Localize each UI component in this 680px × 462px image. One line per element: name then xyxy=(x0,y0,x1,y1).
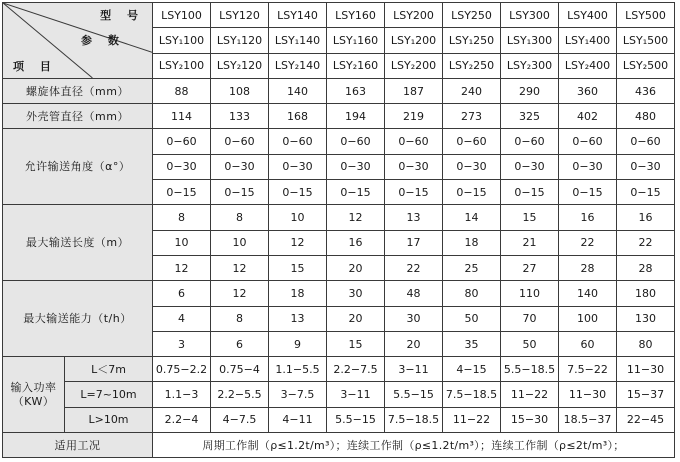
conveying-angle-value: 0−60 xyxy=(501,129,559,154)
model-name: LSY₁100 xyxy=(153,28,211,53)
screw-diameter-value: 163 xyxy=(327,78,385,103)
table-row xyxy=(3,104,675,129)
model-name: LSY500 xyxy=(617,3,675,28)
conveying-angle-value: 0−60 xyxy=(153,129,211,154)
max-capacity-value: 100 xyxy=(559,306,617,331)
max-capacity-value: 6 xyxy=(211,331,269,356)
corner-param-label: 参 数 xyxy=(81,34,125,47)
max-length-value: 22 xyxy=(385,255,443,280)
power-value: 1.1−3 xyxy=(153,382,211,407)
max-capacity-value: 80 xyxy=(443,281,501,306)
power-value: 4−7.5 xyxy=(211,407,269,432)
screw-diameter-value: 140 xyxy=(269,78,327,103)
table-row xyxy=(3,129,675,154)
casing-diameter-value: 325 xyxy=(501,104,559,129)
power-length-range: L>10m xyxy=(65,407,153,432)
power-value: 7.5−22 xyxy=(559,357,617,382)
max-length-value: 8 xyxy=(211,205,269,230)
model-name: LSY₂500 xyxy=(617,53,675,78)
conveying-angle-value: 0−15 xyxy=(617,180,675,205)
power-value: 3−11 xyxy=(327,382,385,407)
max-capacity-value: 4 xyxy=(153,306,211,331)
max-length-value: 13 xyxy=(385,205,443,230)
max-capacity-value: 8 xyxy=(211,306,269,331)
model-name: LSY₂400 xyxy=(559,53,617,78)
casing-diameter-value: 114 xyxy=(153,104,211,129)
max-length-value: 22 xyxy=(617,230,675,255)
max-length-value: 28 xyxy=(559,255,617,280)
max-capacity-value: 12 xyxy=(211,281,269,306)
max-length-value: 15 xyxy=(501,205,559,230)
power-value: 11−30 xyxy=(617,357,675,382)
power-label-line2: （KW） xyxy=(12,395,55,409)
conveying-angle-value: 0−30 xyxy=(385,154,443,179)
max-length-value: 21 xyxy=(501,230,559,255)
max-length-value: 12 xyxy=(327,205,385,230)
power-value: 3−7.5 xyxy=(269,382,327,407)
conveying-angle-value: 0−15 xyxy=(559,180,617,205)
max-capacity-value: 35 xyxy=(443,331,501,356)
corner-item-label: 项 目 xyxy=(13,60,57,73)
conveying-angle-value: 0−60 xyxy=(559,129,617,154)
max-length-value: 12 xyxy=(269,230,327,255)
model-name: LSY₂100 xyxy=(153,53,211,78)
conveying-angle-value: 0−60 xyxy=(211,129,269,154)
conveying-angle-value: 0−15 xyxy=(269,180,327,205)
model-name: LSY160 xyxy=(327,3,385,28)
conveying-angle-value: 0−15 xyxy=(153,180,211,205)
screw-diameter-value: 360 xyxy=(559,78,617,103)
power-label-line1: 输入功率 xyxy=(10,381,57,395)
max-length-value: 10 xyxy=(269,205,327,230)
power-value: 18.5−37 xyxy=(559,407,617,432)
max-capacity-value: 50 xyxy=(443,306,501,331)
model-name: LSY₂200 xyxy=(385,53,443,78)
max-capacity-value: 80 xyxy=(617,331,675,356)
max-length-value: 20 xyxy=(327,255,385,280)
table-row xyxy=(3,78,675,103)
max-capacity-value: 70 xyxy=(501,306,559,331)
model-name: LSY₁140 xyxy=(269,28,327,53)
model-name: LSY140 xyxy=(269,3,327,28)
conveying-angle-value: 0−60 xyxy=(269,129,327,154)
max-capacity-value: 180 xyxy=(617,281,675,306)
power-value: 1.1−5.5 xyxy=(269,357,327,382)
model-name: LSY₂160 xyxy=(327,53,385,78)
max-capacity-value: 13 xyxy=(269,306,327,331)
corner-model-label: 型 号 xyxy=(100,9,144,22)
casing-diameter-value: 194 xyxy=(327,104,385,129)
screw-diameter-label: 螺旋体直径（mm） xyxy=(3,78,153,103)
conveying-angle-label: 允许输送角度（α°） xyxy=(3,129,153,205)
conveying-angle-value: 0−30 xyxy=(211,154,269,179)
model-name: LSY₁160 xyxy=(327,28,385,53)
model-name: LSY₂250 xyxy=(443,53,501,78)
conveying-angle-value: 0−60 xyxy=(385,129,443,154)
max-length-value: 8 xyxy=(153,205,211,230)
casing-diameter-label: 外壳管直径（mm） xyxy=(3,104,153,129)
power-length-range: L＜7m xyxy=(65,357,153,382)
conveying-angle-value: 0−15 xyxy=(385,180,443,205)
model-name: LSY₂140 xyxy=(269,53,327,78)
screw-diameter-value: 187 xyxy=(385,78,443,103)
conveying-angle-value: 0−15 xyxy=(211,180,269,205)
screw-diameter-value: 436 xyxy=(617,78,675,103)
max-capacity-value: 50 xyxy=(501,331,559,356)
conveying-angle-value: 0−15 xyxy=(327,180,385,205)
screw-diameter-value: 108 xyxy=(211,78,269,103)
max-capacity-value: 110 xyxy=(501,281,559,306)
conveying-angle-value: 0−15 xyxy=(443,180,501,205)
max-length-value: 12 xyxy=(153,255,211,280)
table-row xyxy=(3,281,675,306)
power-value: 15−37 xyxy=(617,382,675,407)
max-length-value: 18 xyxy=(443,230,501,255)
model-name: LSY₁250 xyxy=(443,28,501,53)
power-value: 7.5−18.5 xyxy=(385,407,443,432)
max-length-value: 27 xyxy=(501,255,559,280)
max-length-value: 17 xyxy=(385,230,443,255)
power-value: 5.5−15 xyxy=(327,407,385,432)
conveying-angle-value: 0−30 xyxy=(617,154,675,179)
power-value: 11−22 xyxy=(501,382,559,407)
power-value: 4−15 xyxy=(443,357,501,382)
max-capacity-value: 18 xyxy=(269,281,327,306)
max-length-value: 15 xyxy=(269,255,327,280)
power-value: 2.2−5.5 xyxy=(211,382,269,407)
power-value: 0.75−4 xyxy=(211,357,269,382)
power-value: 5.5−18.5 xyxy=(501,357,559,382)
power-value: 11−30 xyxy=(559,382,617,407)
max-capacity-value: 60 xyxy=(559,331,617,356)
table-row xyxy=(3,407,675,432)
power-value: 0.75−2.2 xyxy=(153,357,211,382)
screw-diameter-value: 290 xyxy=(501,78,559,103)
power-label xyxy=(3,357,65,433)
model-name: LSY100 xyxy=(153,3,211,28)
max-capacity-label: 最大输送能力（t/h） xyxy=(3,281,153,357)
max-capacity-value: 30 xyxy=(327,281,385,306)
max-length-label: 最大输送长度（m） xyxy=(3,205,153,281)
model-name: LSY120 xyxy=(211,3,269,28)
max-capacity-value: 20 xyxy=(385,331,443,356)
conveying-angle-value: 0−15 xyxy=(501,180,559,205)
condition-text: 周期工作制（ρ≤1.2t/m³）；连续工作制（ρ≤1.2t/m³）；连续工作制（ρ≤2t/m³）； xyxy=(153,433,675,458)
conveying-angle-value: 0−30 xyxy=(327,154,385,179)
condition-label: 适用工况 xyxy=(3,433,153,458)
conveying-angle-value: 0−60 xyxy=(327,129,385,154)
header-corner xyxy=(3,3,153,79)
power-value: 3−11 xyxy=(385,357,443,382)
casing-diameter-value: 168 xyxy=(269,104,327,129)
model-name: LSY₂300 xyxy=(501,53,559,78)
model-name: LSY₁300 xyxy=(501,28,559,53)
model-name: LSY₁400 xyxy=(559,28,617,53)
conveying-angle-value: 0−30 xyxy=(443,154,501,179)
max-capacity-value: 130 xyxy=(617,306,675,331)
table-row xyxy=(3,357,675,382)
table-row xyxy=(3,382,675,407)
power-value: 11−22 xyxy=(443,407,501,432)
power-value: 4−11 xyxy=(269,407,327,432)
spec-table xyxy=(2,2,675,458)
model-name: LSY₁200 xyxy=(385,28,443,53)
model-name: LSY300 xyxy=(501,3,559,28)
power-value: 7.5−18.5 xyxy=(443,382,501,407)
power-value: 15−30 xyxy=(501,407,559,432)
casing-diameter-value: 219 xyxy=(385,104,443,129)
max-capacity-value: 6 xyxy=(153,281,211,306)
casing-diameter-value: 273 xyxy=(443,104,501,129)
max-capacity-value: 140 xyxy=(559,281,617,306)
model-name: LSY₁120 xyxy=(211,28,269,53)
screw-diameter-value: 240 xyxy=(443,78,501,103)
power-value: 2.2−4 xyxy=(153,407,211,432)
max-length-value: 10 xyxy=(153,230,211,255)
max-length-value: 10 xyxy=(211,230,269,255)
conveying-angle-value: 0−30 xyxy=(501,154,559,179)
max-length-value: 14 xyxy=(443,205,501,230)
model-name: LSY250 xyxy=(443,3,501,28)
conveying-angle-value: 0−30 xyxy=(153,154,211,179)
table-row xyxy=(3,205,675,230)
conveying-angle-value: 0−60 xyxy=(617,129,675,154)
model-name: LSY₁500 xyxy=(617,28,675,53)
model-name: LSY200 xyxy=(385,3,443,28)
max-capacity-value: 15 xyxy=(327,331,385,356)
casing-diameter-value: 133 xyxy=(211,104,269,129)
table-row xyxy=(3,3,675,28)
max-length-value: 25 xyxy=(443,255,501,280)
casing-diameter-value: 480 xyxy=(617,104,675,129)
max-length-value: 12 xyxy=(211,255,269,280)
max-length-value: 28 xyxy=(617,255,675,280)
max-capacity-value: 20 xyxy=(327,306,385,331)
power-value: 22−45 xyxy=(617,407,675,432)
table-row xyxy=(3,433,675,458)
max-length-value: 16 xyxy=(327,230,385,255)
screw-diameter-value: 88 xyxy=(153,78,211,103)
power-value: 2.2−7.5 xyxy=(327,357,385,382)
conveying-angle-value: 0−30 xyxy=(559,154,617,179)
max-capacity-value: 9 xyxy=(269,331,327,356)
model-name: LSY₂120 xyxy=(211,53,269,78)
max-capacity-value: 30 xyxy=(385,306,443,331)
max-length-value: 16 xyxy=(559,205,617,230)
model-name: LSY400 xyxy=(559,3,617,28)
power-length-range: L=7~10m xyxy=(65,382,153,407)
max-capacity-value: 3 xyxy=(153,331,211,356)
max-length-value: 22 xyxy=(559,230,617,255)
conveying-angle-value: 0−30 xyxy=(269,154,327,179)
conveying-angle-value: 0−60 xyxy=(443,129,501,154)
max-length-value: 16 xyxy=(617,205,675,230)
power-value: 5.5−15 xyxy=(385,382,443,407)
max-capacity-value: 48 xyxy=(385,281,443,306)
casing-diameter-value: 402 xyxy=(559,104,617,129)
